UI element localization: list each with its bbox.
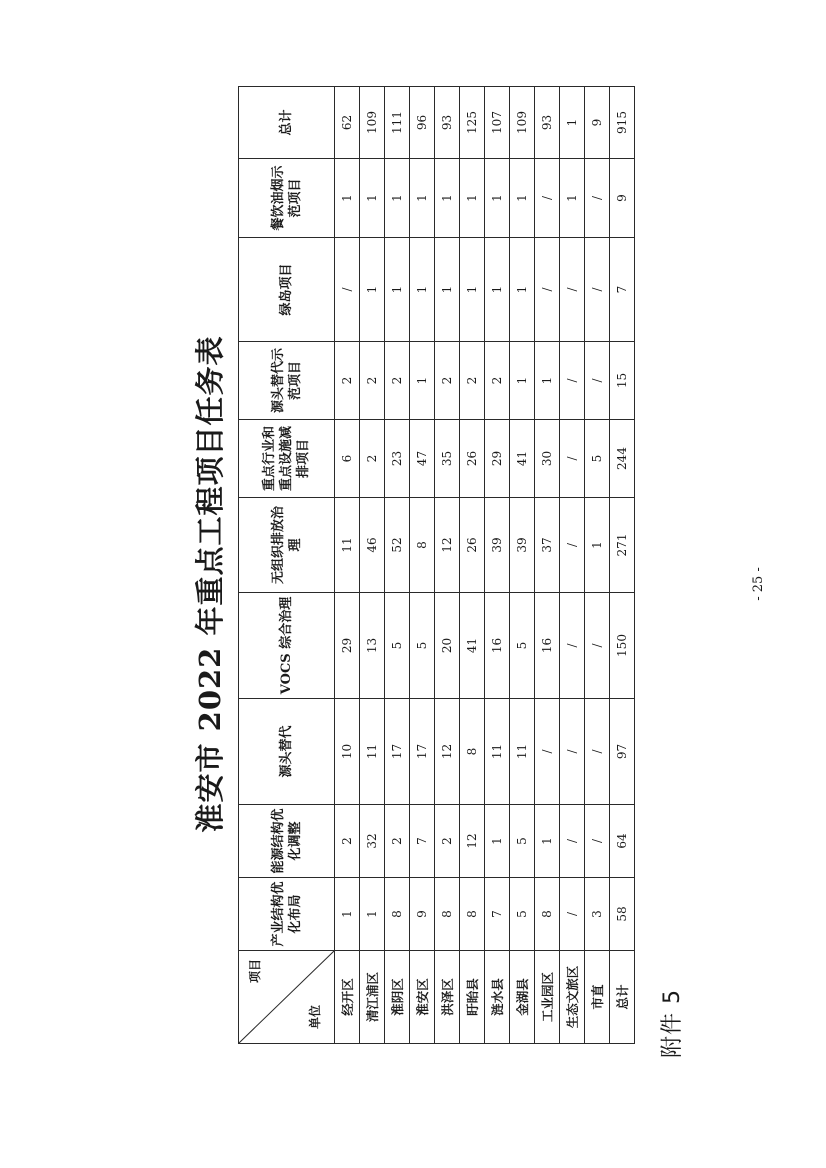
table-cell: 37 [535,498,560,593]
table-cell: 150 [610,593,635,699]
table-cell: 7 [410,805,435,878]
table-cell: / [560,878,585,951]
table-cell: / [335,238,360,342]
row-unit-cell: 市直 [585,951,610,1044]
table-cell: 1 [485,159,510,238]
table-cell: 41 [460,593,485,699]
column-header: 产业结构优化布局 [239,878,335,951]
table-cell: 35 [435,420,460,498]
table-cell: 8 [435,878,460,951]
table-cell: 46 [360,498,385,593]
table-cell: 1 [510,159,535,238]
table-cell: 32 [360,805,385,878]
table-cell: 5 [410,593,435,699]
table-cell: 2 [360,342,385,420]
table-cell: 1 [435,159,460,238]
table-cell: / [535,159,560,238]
table-cell: 1 [435,238,460,342]
corner-column-label: 项目 [248,959,262,984]
table-cell: 915 [610,87,635,159]
table-row [435,87,460,1044]
table-cell: / [585,593,610,699]
table-cell: 1 [560,159,585,238]
table-cell: 1 [385,238,410,342]
table-cell: 1 [460,238,485,342]
table-cell: 96 [410,87,435,159]
table-cell: 2 [385,805,410,878]
table-cell: 5 [510,878,535,951]
table-cell: 5 [510,805,535,878]
table-cell: / [560,593,585,699]
table-cell: 9 [585,87,610,159]
table-cell: / [535,699,560,805]
table-cell: 16 [535,593,560,699]
table-cell: 2 [360,420,385,498]
column-header: 绿岛项目 [239,238,335,342]
table-cell: 9 [610,159,635,238]
table-row [535,87,560,1044]
table-cell: 39 [485,498,510,593]
table-cell: 13 [360,593,385,699]
table-row [410,87,435,1044]
row-unit-cell: 淮安区 [410,951,435,1044]
row-unit-cell: 清江浦区 [360,951,385,1044]
table-cell: 1 [485,238,510,342]
table-cell: 271 [610,498,635,593]
column-header: 无组织排放治理 [239,498,335,593]
table-body [335,87,635,1044]
page-number: - 25 - [751,567,766,601]
table-cell: 5 [385,593,410,699]
table-cell: 1 [560,87,585,159]
table-cell: 11 [485,699,510,805]
table-cell: 8 [385,878,410,951]
table-corner-header [239,951,335,1044]
table-cell: 15 [610,342,635,420]
table-cell: 47 [410,420,435,498]
table-cell: 2 [460,342,485,420]
table-cell: 11 [510,699,535,805]
table-cell: 2 [485,342,510,420]
table-row [360,87,385,1044]
table-cell: 17 [385,699,410,805]
table-cell: 12 [435,699,460,805]
table-cell: 8 [460,699,485,805]
table-cell: 8 [535,878,560,951]
table-cell: 1 [535,805,560,878]
table-cell: 1 [360,159,385,238]
column-header: VOCS 综合治理 [239,593,335,699]
table-cell: 11 [335,498,360,593]
table-row [460,87,485,1044]
table-cell: 1 [535,342,560,420]
table-cell: 111 [385,87,410,159]
table-cell: 26 [460,498,485,593]
column-header: 重点行业和重点设施减排项目 [239,420,335,498]
table-cell: 58 [610,878,635,951]
corner-row-label: 单位 [308,1004,322,1029]
table-row [585,87,610,1044]
table-cell: 8 [460,878,485,951]
row-unit-cell: 总计 [610,951,635,1044]
table-cell: 52 [385,498,410,593]
table-cell: 16 [485,593,510,699]
table-cell: 1 [335,159,360,238]
table-cell: 1 [510,342,535,420]
table-cell: 109 [360,87,385,159]
table-cell: 9 [410,878,435,951]
table-row [485,87,510,1044]
table-cell: 64 [610,805,635,878]
row-unit-cell: 盱眙县 [460,951,485,1044]
row-unit-cell: 生态文旅区 [560,951,585,1044]
table-cell: 109 [510,87,535,159]
table-cell: 20 [435,593,460,699]
row-unit-cell: 淮阴区 [385,951,410,1044]
table-row [510,87,535,1044]
table-cell: 97 [610,699,635,805]
table-cell: 6 [335,420,360,498]
table-cell: / [560,420,585,498]
table-cell: 1 [485,805,510,878]
table-cell: / [560,238,585,342]
table-cell: 2 [435,342,460,420]
table-row [335,87,360,1044]
table-cell: 39 [510,498,535,593]
column-header: 餐饮油烟示范项目 [239,159,335,238]
table-cell: 1 [385,159,410,238]
table-cell: / [585,699,610,805]
row-unit-cell: 涟水县 [485,951,510,1044]
table-cell: 244 [610,420,635,498]
table-cell: 26 [460,420,485,498]
table-cell: 1 [410,238,435,342]
table-cell: / [585,805,610,878]
table-cell: 5 [510,593,535,699]
table-cell: 41 [510,420,535,498]
column-header: 总计 [239,87,335,159]
table-cell: 1 [360,238,385,342]
table-cell: 12 [460,805,485,878]
table-cell: 11 [360,699,385,805]
table-row [610,87,635,1044]
table-cell: 1 [460,159,485,238]
table-cell: / [585,342,610,420]
column-header: 能源结构优化调整 [239,805,335,878]
column-header: 源头替代示范项目 [239,342,335,420]
table-cell: 12 [435,498,460,593]
table-cell: 93 [435,87,460,159]
table-cell: 3 [585,878,610,951]
table-cell: 1 [510,238,535,342]
table-cell: 125 [460,87,485,159]
table-cell: 8 [410,498,435,593]
row-unit-cell: 金湖县 [510,951,535,1044]
table-cell: 17 [410,699,435,805]
table-cell: 30 [535,420,560,498]
page-title: 淮安市 2022 年重点工程项目任务表 [193,335,227,833]
table-cell: / [560,805,585,878]
table-cell: 1 [585,498,610,593]
table-cell: 1 [335,878,360,951]
table-row [560,87,585,1044]
table-cell: 10 [335,699,360,805]
table-cell: / [585,159,610,238]
row-unit-cell: 洪泽区 [435,951,460,1044]
table-cell: 62 [335,87,360,159]
table-cell: 1 [410,159,435,238]
table-cell: 23 [385,420,410,498]
table-cell: 7 [485,878,510,951]
table-cell: / [560,498,585,593]
table-cell: 7 [610,238,635,342]
table-cell: 1 [410,342,435,420]
table-cell: / [560,699,585,805]
table-cell: 2 [385,342,410,420]
table-cell: / [535,238,560,342]
task-table [238,86,635,1044]
table-cell: / [585,238,610,342]
table-cell: 2 [335,805,360,878]
column-header: 源头替代 [239,699,335,805]
table-cell: 107 [485,87,510,159]
table-cell: 93 [535,87,560,159]
row-unit-cell: 工业园区 [535,951,560,1044]
table-cell: 2 [335,342,360,420]
table-cell: 29 [335,593,360,699]
table-cell: 29 [485,420,510,498]
table-row [385,87,410,1044]
table-cell: 2 [435,805,460,878]
table-cell: 1 [360,878,385,951]
table-cell: / [560,342,585,420]
table-cell: 5 [585,420,610,498]
row-unit-cell: 经开区 [335,951,360,1044]
attachment-label: 附件 5 [660,989,685,1058]
table-header-row [239,87,335,1044]
